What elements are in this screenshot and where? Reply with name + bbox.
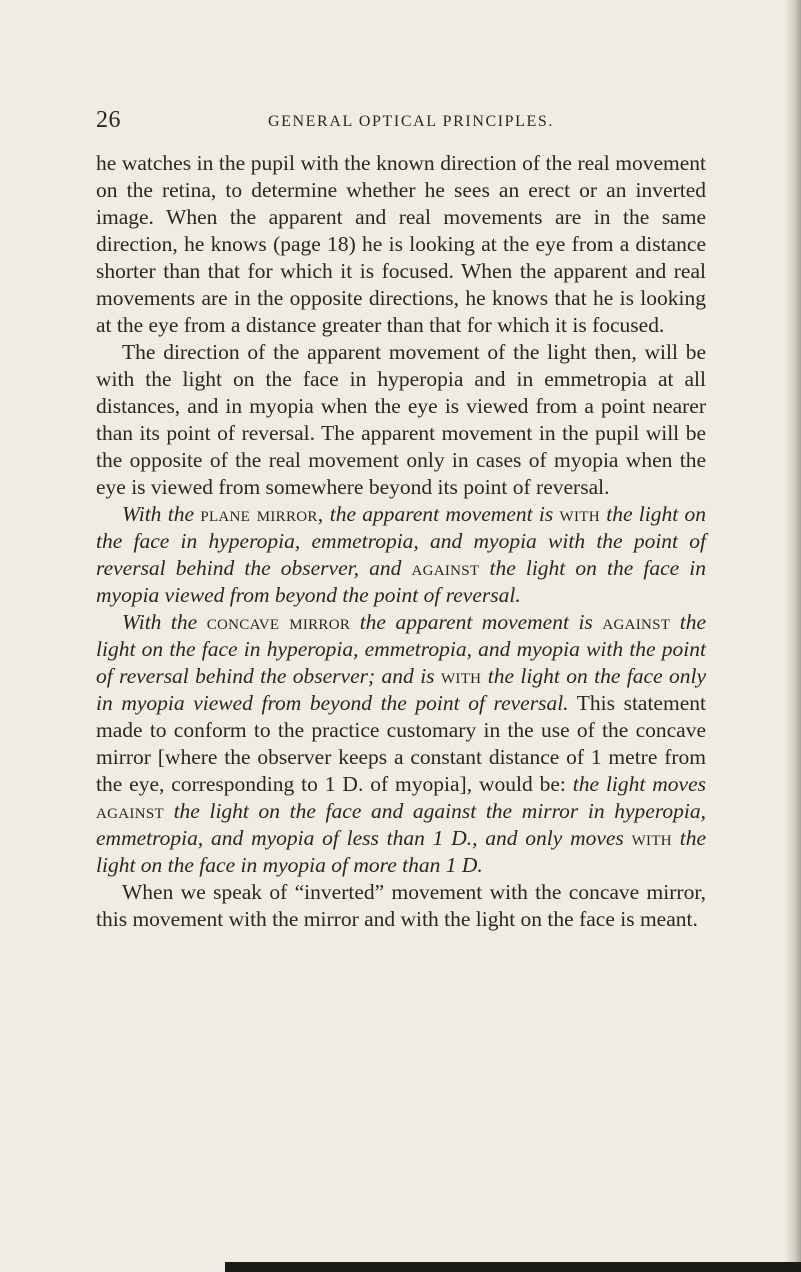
p3-plane-mirror: plane mirror, [200, 502, 324, 526]
p4-text-h: This statement made to conform to the practice customary in the use of the concave mirror [where the observer keeps a constant distance of 1 metre from the eye, corresponding to 1 D. of myopia], would be: [96, 691, 706, 796]
page-edge-shadow [785, 0, 801, 1272]
p4-text-g: the light on the face only in myopia viewed from beyond the point of reversal. [96, 664, 707, 715]
p4-text-e: the light on the face in hyperopia, emmetropia, and myopia with the point of reversal behind the observer; and is [96, 610, 707, 688]
p3-with: with [559, 502, 600, 526]
p4-text-i: the light moves [572, 772, 707, 796]
p4-against: against [602, 610, 671, 634]
p4-text-a: With the [122, 610, 198, 634]
body-text [96, 150, 706, 933]
paragraph-4 [96, 609, 706, 879]
paragraph-1: he watches in the pupil with the known direction of the real movement on the retina, to determine whether he sees an erect or an inverted image. When the apparent and real movements are in the same direction, he knows (page 18) he is looking at the eye from a distance shorter than that for which it is focused. When the apparent and real movements are in the opposite directions, he knows that he is looking at the eye from a distance greater than that for which it is focused. [96, 151, 706, 337]
p4-concave-mirror: concave mirror [206, 610, 351, 634]
p4-text-c: the apparent movement is [359, 610, 593, 634]
paragraph-5: When we speak of “inverted” movement with the concave mirror, this movement with the mirror and with the light on the face is meant. [96, 880, 706, 931]
p4-text-m: the light on the face in myopia of more than 1 D. [96, 826, 707, 877]
p4-against-2: against [96, 799, 164, 823]
page-bottom-edge [225, 1262, 801, 1272]
p4-text-k: the light on the face and against the mirror in hyperopia, emmetropia, and myopia of less than 1 D., and only moves [96, 799, 707, 850]
running-head: GENERAL OPTICAL PRINCIPLES. [268, 113, 555, 130]
paragraph-3 [96, 501, 706, 609]
p4-with-2: with [631, 826, 672, 850]
p3-text-c: the apparent movement is [329, 502, 554, 526]
p3-text-g: the light on the face in myopia viewed from beyond the point of reversal. [96, 556, 706, 607]
page-header [96, 107, 716, 137]
p4-with: with [440, 664, 482, 688]
paragraph-2: The direction of the apparent movement of the light then, will be with the light on the face in hyperopia and in emmetropia at all distances, and in myopia when the eye is viewed from a point nearer than its point of reversal. The apparent movement in the pupil will be the opposite of the real movement only in cases of myopia when the eye is viewed from somewhere beyond its point of reversal. [96, 340, 706, 499]
p3-text-e: the light on the face in hyperopia, emmetropia, and myopia with the point of reversal behind the observer, and [96, 502, 707, 580]
page-number: 26 [96, 107, 121, 133]
p3-text-a: With the [122, 502, 194, 526]
p3-against: against [411, 556, 480, 580]
